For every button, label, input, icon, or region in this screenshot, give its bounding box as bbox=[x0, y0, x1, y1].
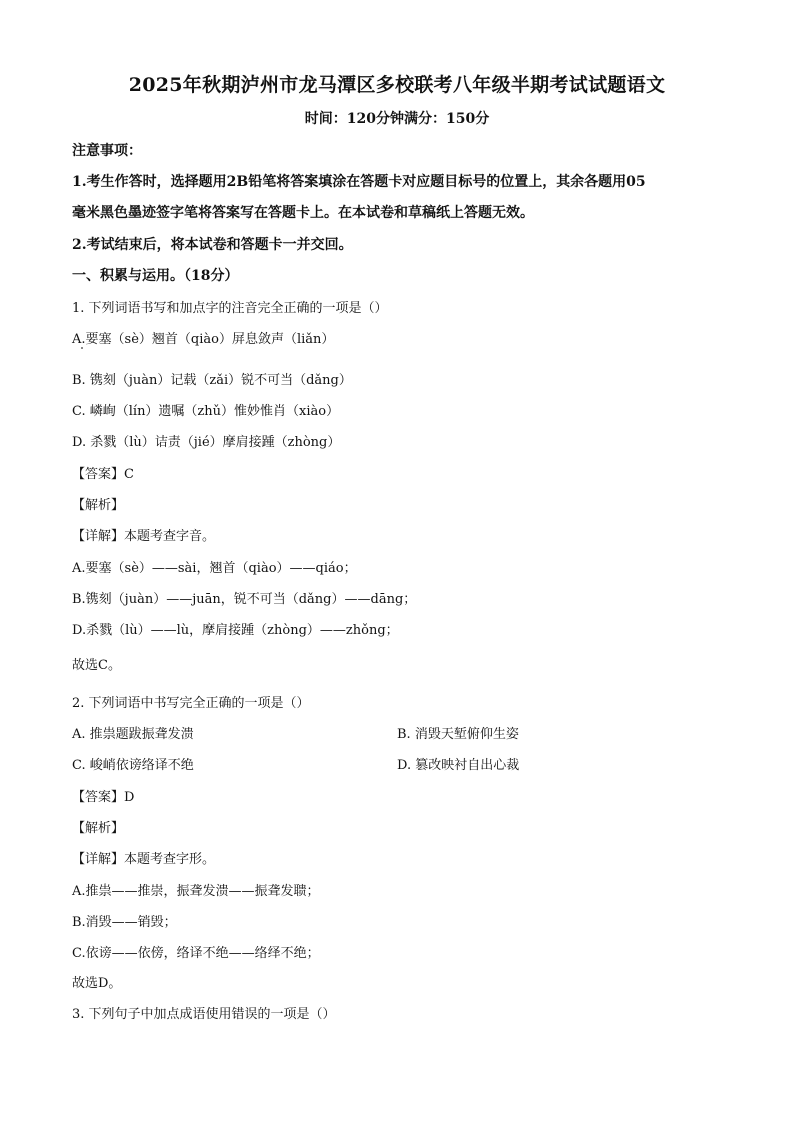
q3-stem: 3. 下列句子中加点成语使用错误的一项是（） bbox=[72, 1007, 336, 1022]
notice-item-1-line-1: 1.考生作答时，选择题用2B铅笔将答案填涂在答题卡对应题目标号的位置上，其余各题用05 bbox=[72, 174, 646, 190]
q2-option-a: A. 推祟题跋振聋发溃 bbox=[72, 727, 194, 742]
section-1-heading: 一、积累与运用。（18分） bbox=[72, 268, 239, 284]
q1-stem: 1. 下列词语书写和加点字的注音完全正确的一项是（） bbox=[72, 301, 388, 316]
notice-heading: 注意事项： bbox=[72, 143, 142, 159]
q1-option-b: B. 镌刻（juàn）记载（zǎi）锐不可当（dǎng） bbox=[72, 373, 352, 388]
q2-analysis-label: 【解析】 bbox=[72, 821, 125, 836]
q2-answer: 【答案】D bbox=[72, 790, 135, 805]
q1-detail: 【详解】本题考查字音。 bbox=[72, 529, 216, 544]
q1-explanation-2: B.镌刻（juàn）——juān，锐不可当（dǎng）——dāng； bbox=[72, 592, 417, 607]
q2-option-c: C. 峻峭依谤络译不绝 bbox=[72, 758, 194, 773]
q1-explanation-3: D.杀戮（lù）——lù，摩肩接踵（zhòng）——zhǒng； bbox=[72, 623, 399, 638]
q1-option-a: A.要塞（sè）翘首（qiào）屏息敛声（liǎn） bbox=[72, 332, 335, 347]
q2-option-d: D. 篡改映衬自出心裁 bbox=[397, 758, 520, 773]
q2-explanation-2: B.消毁——销毁； bbox=[72, 915, 177, 930]
page-title: 2025年秋期泸州市龙马潭区多校联考八年级半期考试试题语文 bbox=[128, 74, 666, 96]
q1-analysis-label: 【解析】 bbox=[72, 498, 125, 513]
q2-explanation-3: C.依谤——依傍，络译不绝——络绎不绝； bbox=[72, 946, 320, 961]
q2-explanation-1: A.推祟——推崇，振聋发溃——振聋发聩； bbox=[72, 884, 320, 899]
q1-explanation-1: A.要塞（sè）——sài，翘首（qiào）——qiáo； bbox=[72, 561, 357, 576]
q2-stem: 2. 下列词语中书写完全正确的一项是（） bbox=[72, 696, 310, 711]
q2-detail: 【详解】本题考查字形。 bbox=[72, 852, 216, 867]
q2-option-b: B. 消毁天堑俯仰生姿 bbox=[397, 727, 519, 742]
page-subtitle: 时间：120分钟满分：150分 bbox=[304, 111, 490, 127]
q1-answer: 【答案】C bbox=[72, 467, 134, 482]
notice-item-2: 2.考试结束后，将本试卷和答题卡一并交回。 bbox=[72, 237, 353, 253]
q1-option-c: C. 嶙峋（lín）遗嘱（zhǔ）惟妙惟肖（xiào） bbox=[72, 404, 340, 419]
q1-option-d: D. 杀戮（lù）诘责（jié）摩肩接踵（zhòng） bbox=[72, 435, 341, 450]
notice-item-1-line-2: 毫米黑色墨迹签字笔将答案写在答题卡上。在本试卷和草稿纸上答题无效。 bbox=[72, 205, 534, 221]
q1-conclusion: 故选C。 bbox=[72, 658, 121, 673]
q2-conclusion: 故选D。 bbox=[72, 976, 122, 991]
emphasis-dot bbox=[81, 347, 83, 349]
